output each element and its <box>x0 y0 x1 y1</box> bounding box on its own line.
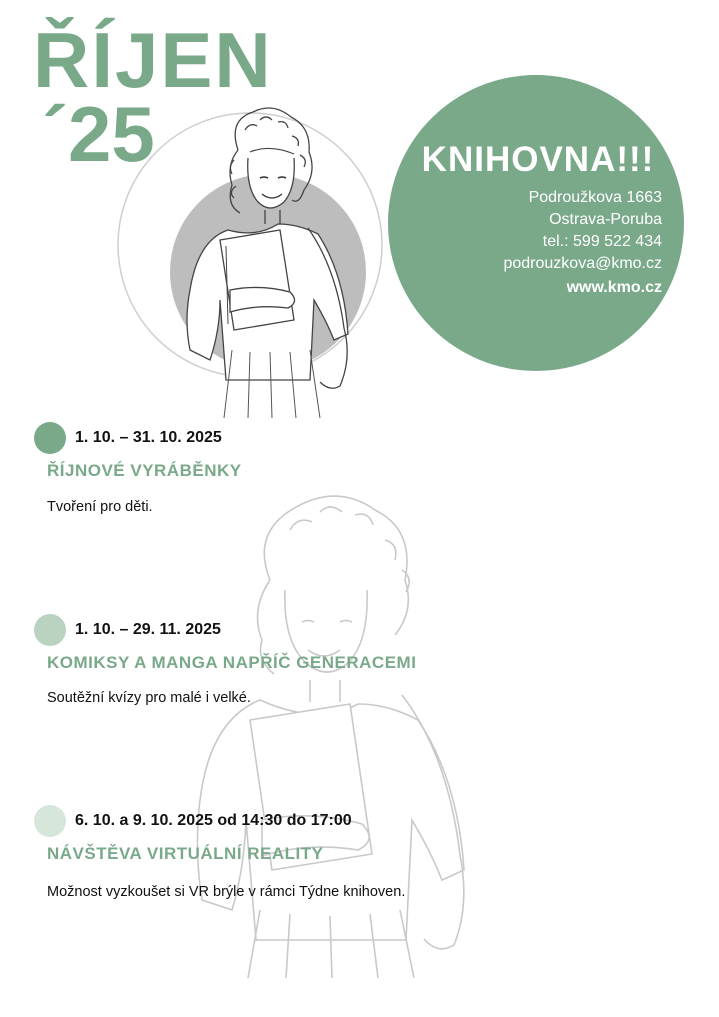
library-title: KNIHOVNA!!! <box>421 140 655 179</box>
event-2-dot <box>34 614 66 646</box>
library-email[interactable]: podrouzkova@kmo.cz <box>503 255 662 272</box>
girl-illustration <box>110 100 390 420</box>
event-1-title: ŘÍJNOVÉ VYRÁBĚNKY <box>47 461 242 480</box>
library-city: Ostrava-Poruba <box>549 211 662 228</box>
library-phone: tel.: 599 522 434 <box>542 233 662 250</box>
event-3-dot <box>34 805 66 837</box>
month-title: ŘÍJEN <box>33 16 273 104</box>
event-2-date: 1. 10. – 29. 11. 2025 <box>75 621 221 638</box>
event-1-dot <box>34 422 66 454</box>
event-1-description: Tvoření pro děti. <box>47 499 153 515</box>
event-2-title: KOMIKSY A MANGA NAPŘÍČ GENERACEMI <box>47 653 417 672</box>
girl-background-illustration <box>190 490 490 980</box>
event-3-date: 6. 10. a 9. 10. 2025 od 14:30 do 17:00 <box>75 812 352 829</box>
library-website[interactable]: www.kmo.cz <box>566 279 662 296</box>
event-2-description: Soutěžní kvízy pro malé i velké. <box>47 690 251 706</box>
event-1-date: 1. 10. – 31. 10. 2025 <box>75 429 222 446</box>
event-3-title: NÁVŠTĚVA VIRTUÁLNÍ REALITY <box>47 844 324 863</box>
event-3-description: Možnost vyzkoušet si VR brýle v rámci Týdne knihoven. <box>47 884 406 900</box>
library-street: Podroužkova 1663 <box>528 189 662 206</box>
year-title: ´25 <box>42 90 155 178</box>
